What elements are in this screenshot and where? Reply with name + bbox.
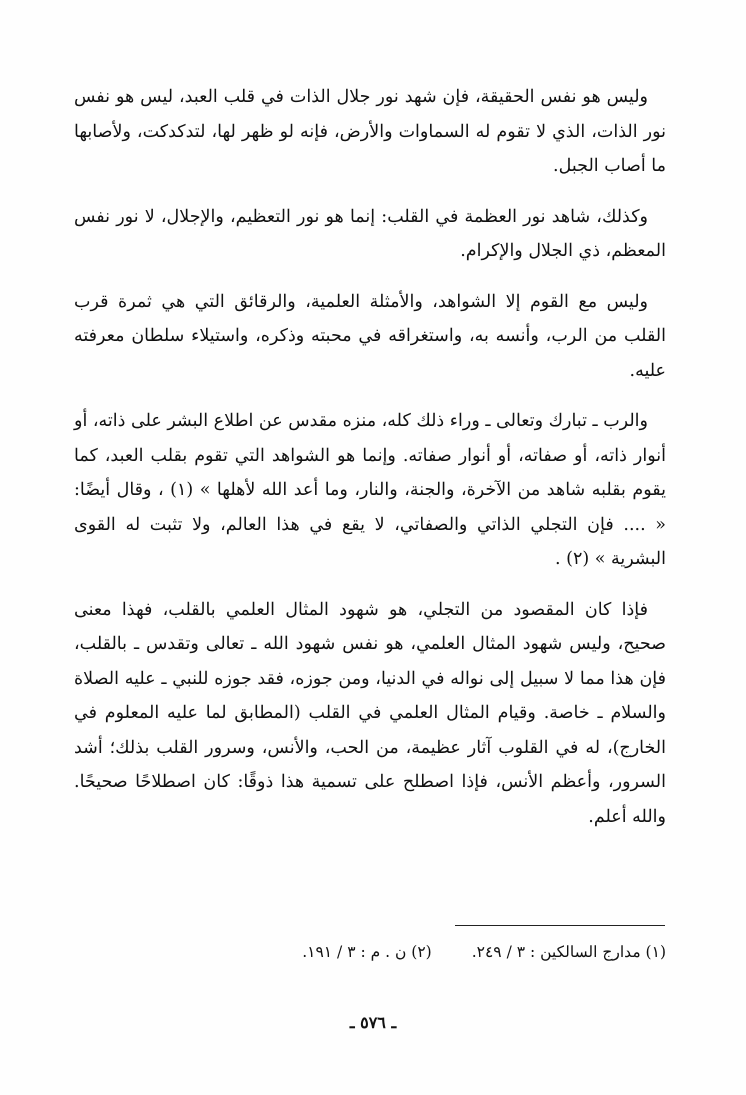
paragraph: وكذلك، شاهد نور العظمة في القلب: إنما هو نور التعظيم، والإجلال، لا نور نفس المعظم، ذي الجلال والإكرام. — [74, 206, 666, 261]
body-text — [74, 80, 666, 842]
footnote: (٢) ن . م : ٣ / ١٩١. — [302, 943, 432, 961]
footnotes — [74, 938, 666, 966]
paragraph: وليس مع القوم إلا الشواهد، والأمثلة العلمية، والرقائق التي هي ثمرة قرب القلب من الرب، وأنسه به، واستغراقه في محبته وذكره، واستيلاء سلطان معرفته عليه. — [74, 291, 666, 381]
footnote-divider — [455, 925, 665, 926]
paragraph: وليس هو نفس الحقيقة، فإن شهد نور جلال الذات في قلب العبد، ليس هو نفس نور الذات، الذي لا تقوم له السماوات والأرض، فإنه لو ظهر لها، لتدكدكت، ولأصابها ما أصاب الجبل. — [74, 87, 666, 176]
paragraph: فإذا كان المقصود من التجلي، هو شهود المثال العلمي بالقلب، فهذا معنى صحيح، وليس شهود المثال العلمي، هو نفس شهود الله ـ تعالى وتقدس ـ بالقلب، فإن هذا مما لا سبيل إلى نواله في الدنيا، ومن جوزه، فقد جوزه للنبي ـ عليه الصلاة والسلام ـ خاصة. وقيام المثال العلمي في القلب (المطابق لما عليه المعلوم في الخارج)، له في القلوب آثار عظيمة، من الحب، والأنس، وسرور القلب بذلك؛ أشد السرور، وأعظم الأنس، فإذا اصطلح على تسمية هذا ذوقًا: كان اصطلاحًا صحيحًا. والله أعلم. — [74, 599, 666, 827]
page-number: ـ ٥٧٦ ـ — [349, 1013, 397, 1032]
paragraph: والرب ـ تبارك وتعالى ـ وراء ذلك كله، منزه مقدس عن اطلاع البشر على ذاته، أو أنوار ذاته، أو صفاته، أو أنوار صفاته. وإنما هو الشواهد التي تقوم بقلب العبد، كما يقوم بقلبه شاهد من الآخرة، والجنة، والنار، وما أعد الله لأهلها » (١) ، وقال أيضًا: « .... فإن التجلي الذاتي والصفاتي، لا يقع في هذا العالم، ولا تثبت له القوى البشرية » (٢) . — [74, 411, 666, 569]
footnote: (١) مدارج السالكين : ٣ / ٢٤٩. — [471, 943, 666, 961]
